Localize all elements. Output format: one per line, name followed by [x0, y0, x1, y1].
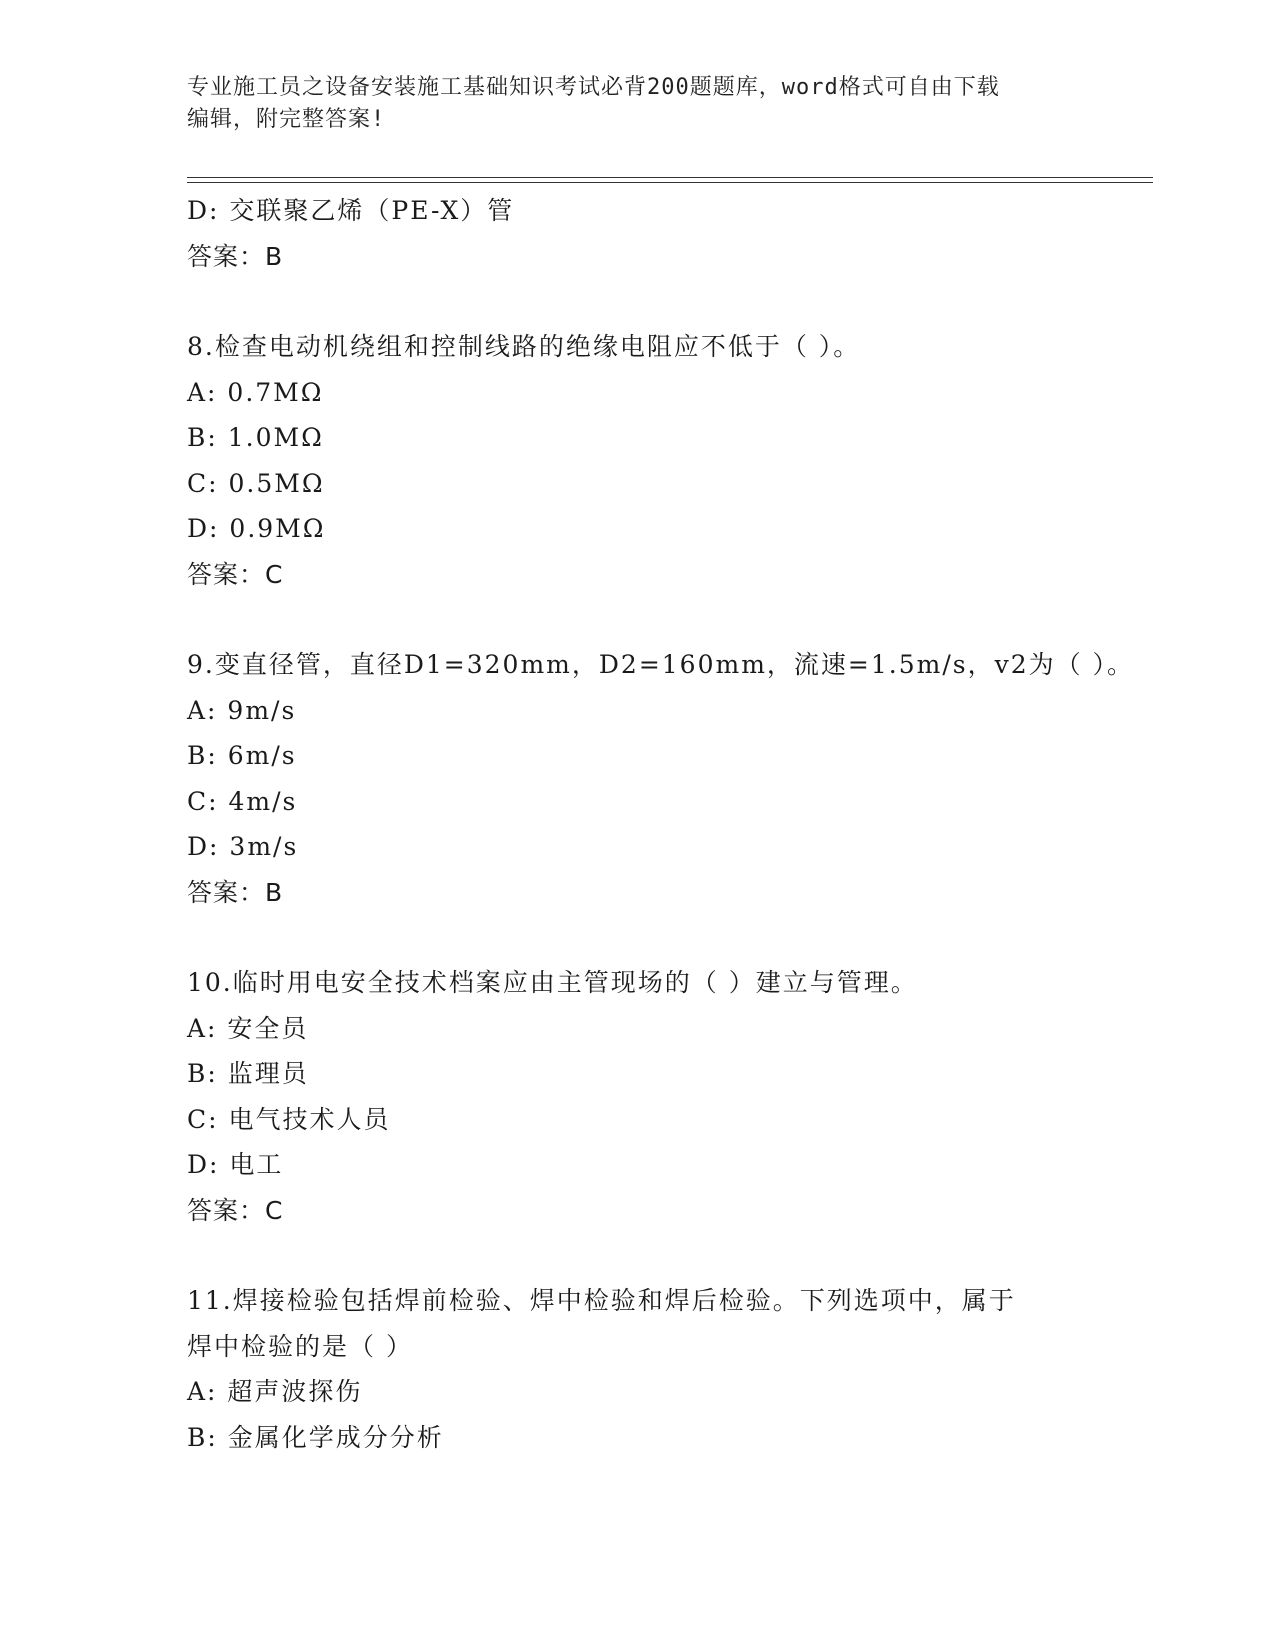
- document-header: [187, 72, 1087, 136]
- option-c: C: 电气技术人员: [187, 1104, 391, 1134]
- question-8: [187, 324, 1137, 597]
- option-d: D: 0.9MΩ: [187, 514, 326, 543]
- option-b: B: 6m/s: [187, 741, 297, 770]
- option-d: D: 交联聚乙烯（PE-X）管: [187, 196, 515, 225]
- header-divider-top: [187, 177, 1153, 178]
- answer-line: 答案：C: [187, 559, 284, 589]
- question-stem: 9.变直径管，直径D1=320mm，D2=160mm，流速=1.5m/s，v2为（ ）。: [187, 650, 1135, 679]
- header-divider-bottom: [187, 182, 1153, 183]
- option-b: B: 金属化学成分分析: [187, 1422, 444, 1452]
- answer-line: 答案：B: [187, 241, 284, 271]
- option-a: A: 安全员: [187, 1013, 309, 1043]
- option-d: D: 电工: [187, 1150, 284, 1179]
- header-title-line-2: 编辑，附完整答案!: [187, 107, 386, 132]
- question-stem-line-1: 11.焊接检验包括焊前检验、焊中检验和焊后检验。下列选项中，属于: [187, 1286, 1016, 1315]
- header-title-line-1: 专业施工员之设备安装施工基础知识考试必背200题题库，word格式可自由下载: [187, 75, 1000, 100]
- answer-line: 答案：C: [187, 1195, 284, 1225]
- option-a: A: 0.7MΩ: [187, 377, 324, 407]
- question-stem: 10.临时用电安全技术档案应由主管现场的（ ）建立与管理。: [187, 968, 918, 997]
- question-11: [187, 1278, 1137, 1460]
- question-stem-line-2: 焊中检验的是（ ）: [187, 1331, 413, 1361]
- question-10: [187, 960, 1137, 1233]
- option-a: A: 超声波探伤: [187, 1377, 363, 1406]
- option-a: A: 9m/s: [187, 695, 297, 725]
- option-d: D: 3m/s: [187, 832, 299, 861]
- option-c: C: 4m/s: [187, 786, 298, 816]
- question-9: [187, 642, 1137, 915]
- option-b: B: 监理员: [187, 1059, 309, 1088]
- question-stem: 8.检查电动机绕组和控制线路的绝缘电阻应不低于（ ）。: [187, 332, 861, 361]
- answer-line: 答案：B: [187, 877, 284, 907]
- option-b: B: 1.0MΩ: [187, 423, 324, 452]
- option-c: C: 0.5MΩ: [187, 468, 325, 498]
- question-list: [187, 188, 1137, 1460]
